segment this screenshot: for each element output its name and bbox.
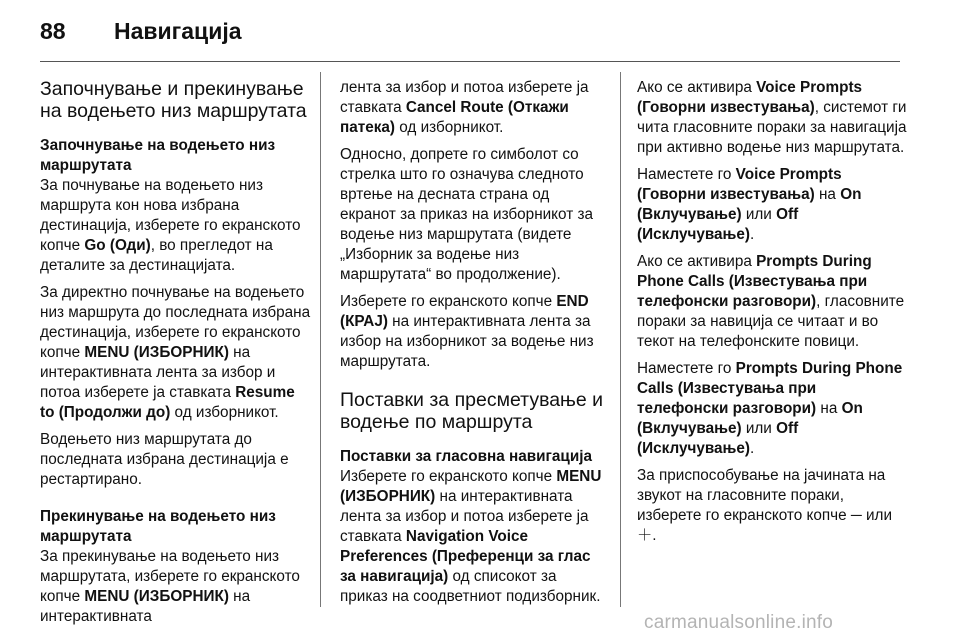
paragraph: Односно, допрете го симболот со стрелка што го означува следното вртење на десната страна од екранот за приказ на изборникот за водење низ маршрутата (видете „Изборник за водење низ маршрутата“ во продолжение). [340,146,593,283]
section-heading: Поставки за пресметување и водење по маршрута [340,389,604,433]
subheading: Поставки за гласовна навигација [340,448,592,465]
paragraph: Ако се активира Prompts During Phone Calls (Известувања при телефонски разговори), гласовните пораки за навиција се читаат и во текот на телефонските повици. [637,253,905,350]
paragraph: Водењето низ маршрутата до последната избрана дестинација е рестартирано. [40,431,289,488]
column-divider [320,72,321,607]
paragraph: За почнување на водењето низ маршрута кон нова избрана дестинација, изберете го екранското копче Go (Оди), во прегледот на деталите за дестинацијата. [40,177,301,274]
paragraph: Изберете го екранското копче MENU (ИЗБОРНИК) на интерактивната лента за избор и потоа изберете ја ставката Navigation Voice Preferences (Преференци за глас за навигација) од списокот за приказ на соодветниот подизборник. [340,468,602,605]
header-rule [40,61,900,62]
watermark: carmanualsonline.info [644,612,834,633]
section-title: Навигација [114,18,242,44]
subheading: Прекинување на водењето низ маршрутата [40,508,276,545]
paragraph: лента за избор и потоа изберете ја ставката Cancel Route (Откажи патека) од изборникот. [340,79,589,136]
paragraph: Ако се активира Voice Prompts (Говорни известувања), системот ги чита гласовните пораки за навигација при активно водење низ маршрутата. [637,79,907,156]
paragraph: За прекинување на водењето низ маршрутата, изберете го екранското копче MENU (ИЗБОРНИК) на интерактивната [40,548,300,625]
column-3 [637,78,907,553]
paragraph: Изберете го екранското копче END (КРАЈ) на интерактивната лента за избор на изборникот за водење низ маршрутата. [340,293,594,370]
section-heading: Започнување и прекинување на водењето низ маршрутата [40,78,307,122]
column-2 [340,78,605,614]
paragraph: За директно почнување на водењето низ маршрута до последната избрана дестинација, изберете го екранското копче MENU (ИЗБОРНИК) на интерактивната лента за избор и потоа изберете ја ставката Resume to (Продолжи до) од изборникот. [40,284,311,421]
page-number: 88 [40,18,66,44]
paragraph: Наместете го Voice Prompts (Говорни известувања) на On (Вклучување) или Off (Исклучување). [637,166,862,243]
column-divider [620,72,621,607]
column-1 [40,78,312,634]
subheading: Започнување на водењето низ маршрутата [40,137,276,174]
paragraph: Наместете го Prompts During Phone Calls (Известувања при телефонски разговори) на On (Вклучување) или Off (Исклучување). [637,360,903,457]
paragraph: За приспособување на јачината на звукот на гласовните пораки, изберете го екранското копче ─ или ＋. [637,467,893,544]
page-header [0,0,960,62]
